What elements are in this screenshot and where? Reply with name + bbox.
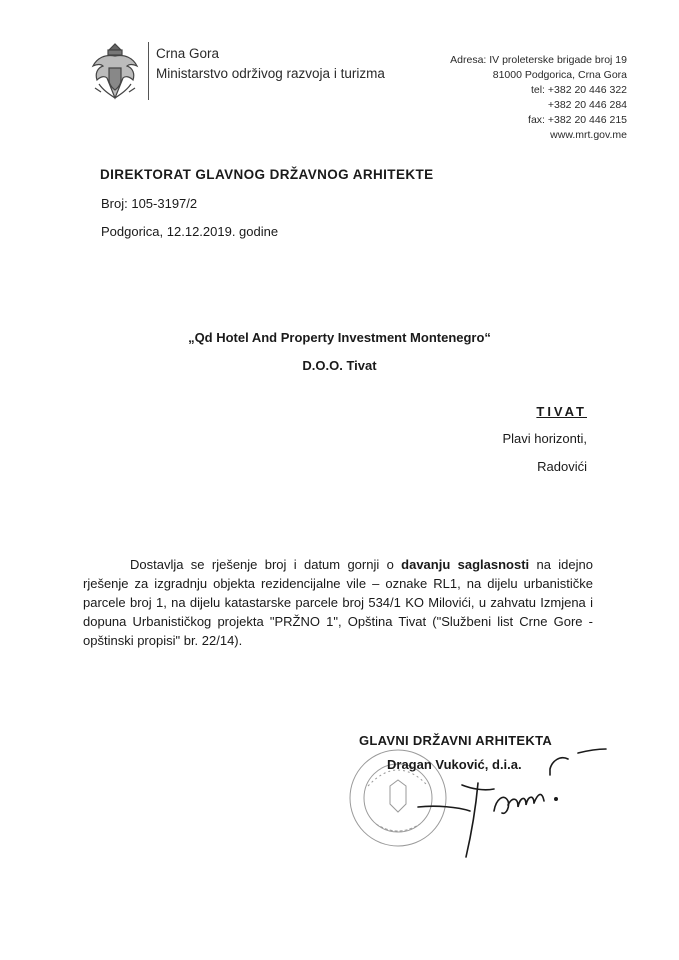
contact-address: Adresa: IV proleterske brigade broj 19 <box>450 54 627 66</box>
recipient-company: „Qd Hotel And Property Investment Montenegro“ <box>188 330 491 345</box>
ministry-name: Ministarstvo održivog razvoja i turizma <box>156 66 385 81</box>
contact-fax: fax: +382 20 446 215 <box>528 114 627 126</box>
ministry-block <box>156 44 385 84</box>
recipient-city: TIVAT <box>536 404 587 419</box>
recipient-address-line2: Radovići <box>537 459 587 474</box>
contact-website: www.mrt.gov.me <box>550 129 627 141</box>
document-date: Podgorica, 12.12.2019. godine <box>101 224 279 239</box>
contact-tel-1: tel: +382 20 446 322 <box>530 84 627 96</box>
contact-block <box>450 53 627 143</box>
signatory-name: Dragan Vuković, d.i.a. <box>387 757 522 772</box>
body-text-end: na idejno rješenje za izgradnju objekta rezidencijalne vile – oznake RL1, na dijelu urbanističke parcele broj 1, na dijelu katastarske parcele broj 534/1 KO Milovići, u zahvatu Izmjena i dopuna Urbanističkog projekta "PRŽNO 1", Opština Tivat ("Službeni list Crne Gore - opštinski propisi" br. 22/14). <box>83 557 593 648</box>
coat-of-arms-icon <box>87 40 143 102</box>
directorate-title: DIREKTORAT GLAVNOG DRŽAVNOG ARHITEKTE <box>100 167 434 182</box>
contact-city: 81000 Podgorica, Crna Gora <box>492 69 627 81</box>
body-text-start: Dostavlja se rješenje broj i datum gornji o <box>130 557 402 572</box>
country-name: Crna Gora <box>156 46 220 61</box>
handwritten-signature-icon <box>400 745 610 865</box>
body-text-emphasis: davanju saglasnosti <box>401 557 530 572</box>
body-paragraph <box>83 555 593 650</box>
document-number: Broj: 105-3197/2 <box>101 196 198 211</box>
recipient-legal-form: D.O.O. Tivat <box>302 358 377 373</box>
contact-tel-2: +382 20 446 284 <box>547 99 627 111</box>
recipient-address-line1: Plavi horizonti, <box>502 431 587 446</box>
header-divider <box>148 42 149 100</box>
signatory-title: GLAVNI DRŽAVNI ARHITEKTA <box>359 733 553 748</box>
